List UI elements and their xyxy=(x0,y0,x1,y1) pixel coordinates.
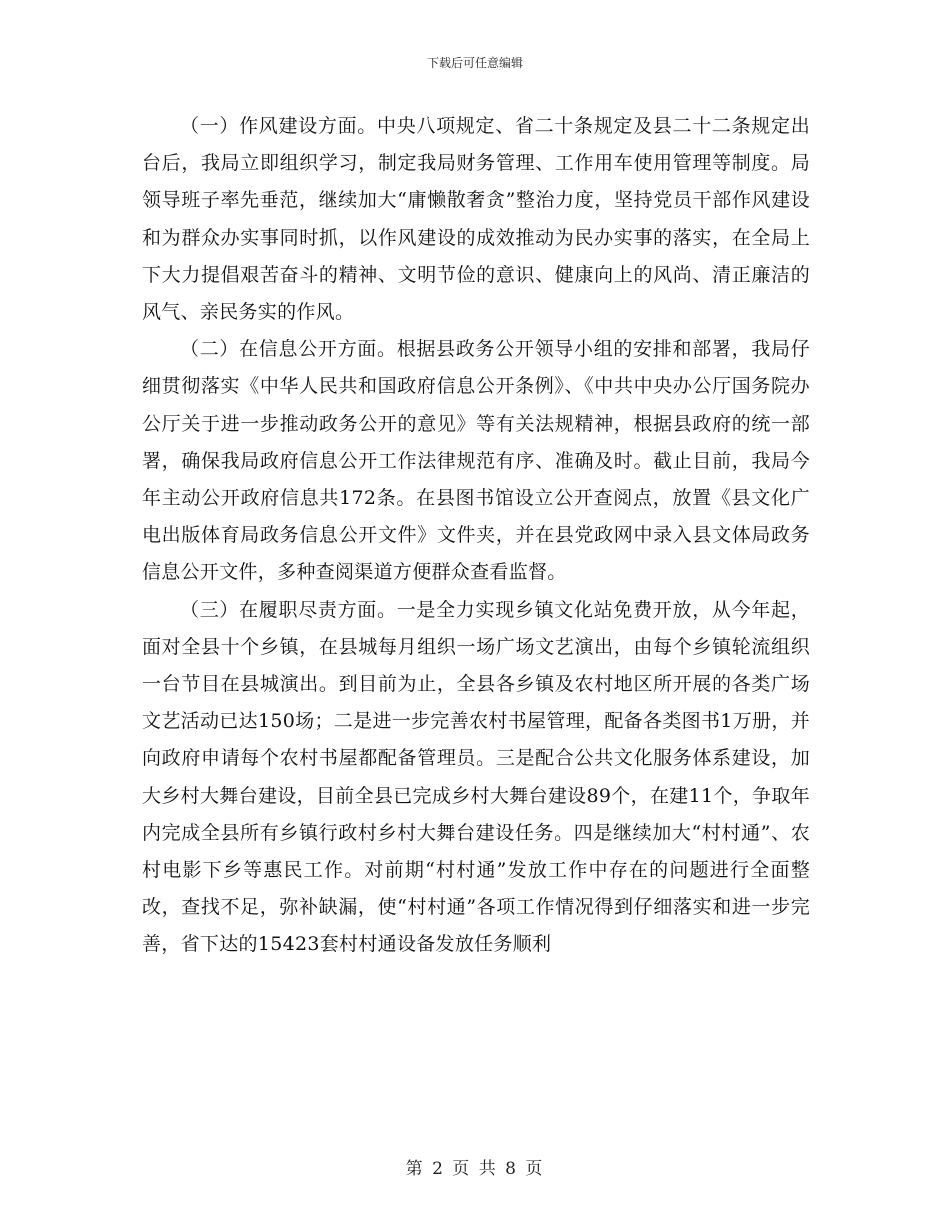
document-body xyxy=(142,108,810,964)
page-number-footer: 第 2 页 共 8 页 xyxy=(405,1159,545,1179)
page-header: 下载后可任意编辑 xyxy=(426,56,523,70)
paragraph-duty-performance: （三）在履职尽责方面。一是全力实现乡镇文化站免费开放，从今年起，面对全县十个乡镇，在县城每月组织一场广场文艺演出，由每个乡镇轮流组织一台节目在县城演出。到目前为止，全县各乡镇及农村地区所开展的各类广场文艺活动已达150场；二是进一步完善农村书屋管理，配备各类图书1万册，并向政府申请每个农村书屋都配备管理员。三是配合公共文化服务体系建设，加大乡村大舞台建设，目前全县已完成乡村大舞台建设89个，在建11个，争取年内完成全县所有乡镇行政村乡村大舞台建设任务。四是继续加大“村村通”、农村电影下乡等惠民工作。对前期“村村通”发放工作中存在的问题进行全面整改，查找不足，弥补缺漏，使“村村通”各项工作情况得到仔细落实和进一步完善，省下达的15423套村村通设备发放任务顺利 xyxy=(142,598,810,956)
paragraph-style-building: （一）作风建设方面。中央八项规定、省二十条规定及县二十二条规定出台后，我局立即组织学习，制定我局财务管理、工作用车使用管理等制度。局领导班子率先垂范，继续加大“庸懒散奢贪”整治力度，坚持党员干部作风建设和为群众办实事同时抓，以作风建设的成效推动为民办实事的落实，在全局上下大力提倡艰苦奋斗的精神、文明节俭的意识、健康向上的风尚、清正廉洁的风气、亲民务实的作风。 xyxy=(142,115,810,324)
paragraph-information-disclosure: （二）在信息公开方面。根据县政务公开领导小组的安排和部署，我局仔细贯彻落实《中华人民共和国政府信息公开条例》、《中共中央办公厅国务院办公厅关于进一步推动政务公开的意见》等有关法规精神，根据县政府的统一部署，确保我局政府信息公开工作法律规范有序、准确及时。截止目前，我局今年主动公开政府信息共172条。在县图书馆设立公开查阅点，放置《县文化广电出版体育局政务信息公开文件》文件夹，并在县党政网中录入县文体局政务信息公开文件，多种查阅渠道方便群众查看监督。 xyxy=(142,338,810,584)
